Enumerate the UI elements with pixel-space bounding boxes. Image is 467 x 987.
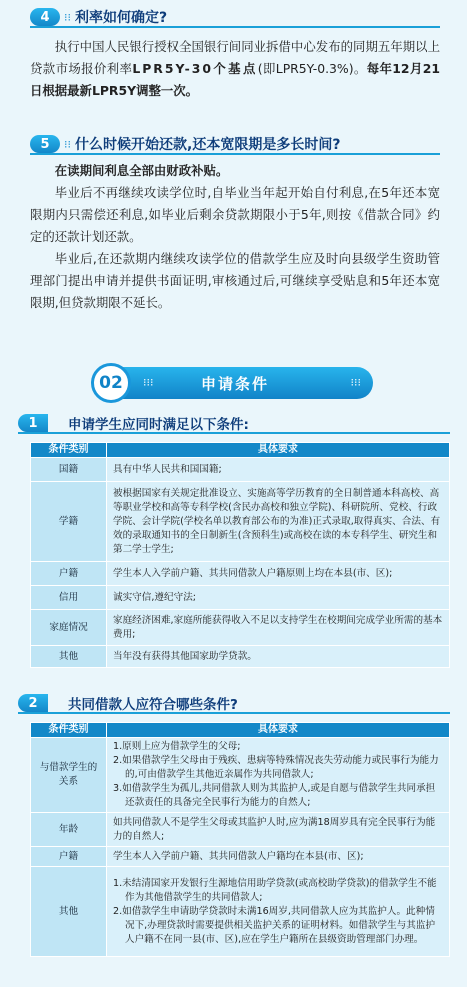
table-row xyxy=(31,813,450,847)
interest-rate-paragraph xyxy=(30,36,440,102)
section-number-badge: 4 xyxy=(30,8,60,26)
list-item: 2.如果借款学生父母由于残疾、患病等特殊情况丧失劳动能力或民事行为能力的,可由借款学生其他近亲属作为共同借款人; xyxy=(113,755,439,780)
list-item: 2.如借款学生申请助学贷款时未满16周岁,共同借款人应为其监护人。此种情况下,办理贷款时需要提供相关监护关系的证明材料。如借款学生与其监护人户籍不在同一县(市、区),应在学生户籍所在县级资助管理部门办理。 xyxy=(113,905,436,945)
repayment-text-1: 毕业后不再继续攻读学位时,自毕业当年起开始自付利息,在5年还本宽限期内只需偿还利息,如毕业后剩余贷款期限小于5年,则按《借款合同》约定的还款计划还款。 xyxy=(30,185,440,244)
list-item: 3.如借款学生为孤儿,共同借款人则为其监护人,或是自愿与借款学生共同承担还款责任的具备完全民事行为能力的自然人; xyxy=(113,783,436,808)
repayment-text-2: 毕业后,在还款期内继续攻读学位的借款学生应及时向县级学生资助管理部门提出申请并提供书面证明,审核通过后,可继续享受贴息和5年还本宽限期,但贷款期限不延长。 xyxy=(30,251,440,310)
condition-category: 户籍 xyxy=(31,562,107,586)
section-number-badge: 5 xyxy=(30,135,60,153)
part-number-badge: 1 xyxy=(18,414,48,432)
table-row xyxy=(31,610,450,646)
condition-category: 户籍 xyxy=(31,847,107,867)
condition-requirement xyxy=(107,867,450,957)
condition-requirement: 当年没有获得其他国家助学贷款。 xyxy=(107,646,450,668)
student-conditions-table xyxy=(30,442,450,668)
rate-text-b: (即LPR5Y-0.3%)。 xyxy=(257,61,367,76)
condition-category: 信用 xyxy=(31,586,107,610)
part-2-header xyxy=(18,694,450,714)
subsidy-note: 在读期间利息全部由财政补贴。 xyxy=(54,163,229,178)
dots-icon: ⁝⁝ xyxy=(64,137,71,151)
list-item: 1.原则上应为借款学生的父母; xyxy=(113,741,241,752)
section-title: 什么时候开始还款,还本宽限期是多长时间? xyxy=(75,137,341,153)
part-title: 共同借款人应符合哪些条件? xyxy=(68,697,238,713)
rate-text-a: 执行中国人民银行授权全国银行间同业拆借中心发布的同期五年期以上贷款市场报价利率 xyxy=(30,39,440,76)
rate-formula: LPR5Y-30个基点 xyxy=(132,61,258,76)
dots-icon: ⁝⁝⁝ xyxy=(143,376,154,389)
section-title: 利率如何确定? xyxy=(75,10,168,26)
table-header-row xyxy=(31,443,450,458)
condition-requirement: 学生本人入学前户籍、其共同借款人户籍原则上均在本县(市、区); xyxy=(107,562,450,586)
table-row xyxy=(31,847,450,867)
part-1-header xyxy=(18,414,450,434)
condition-requirement: 具有中华人民共和国国籍; xyxy=(107,458,450,482)
application-conditions-banner xyxy=(97,367,373,399)
repayment-paragraph xyxy=(30,160,440,314)
condition-category: 家庭情况 xyxy=(31,610,107,646)
condition-requirement: 如共同借款人不是学生父母或其监护人时,应为满18周岁具有完全民事行为能力的自然人; xyxy=(107,813,450,847)
table-row xyxy=(31,586,450,610)
table-row xyxy=(31,458,450,482)
condition-requirement: 家庭经济困难,家庭所能获得收入不足以支持学生在校期间完成学业所需的基本费用; xyxy=(107,610,450,646)
condition-requirement: 被根据国家有关规定批准设立、实施高等学历教育的全日制普通本科高校、高等职业学校和高等专科学校(含民办高校和独立学院)、科研院所、党校、行政学院、会计学院(学校名单以教育部公布的为准)正式录取,取得真实、合法、有效的录取通知书的全日制新生(含预科生)或高校在读的本专科学生、研究生和第二学士学生; xyxy=(107,482,450,562)
condition-category: 学籍 xyxy=(31,482,107,562)
condition-category: 其他 xyxy=(31,867,107,957)
condition-category: 与借款学生的关系 xyxy=(31,738,107,813)
table-row xyxy=(31,482,450,562)
condition-requirement: 诚实守信,遵纪守法; xyxy=(107,586,450,610)
condition-category: 其他 xyxy=(31,646,107,668)
list-item: 1.未结清国家开发银行生源地信用助学贷款(或高校助学贷款)的借款学生不能作为其他借款学生的共同借款人; xyxy=(113,877,437,903)
section-5-header xyxy=(30,135,440,155)
rate-adjust-note: 每年12月21日根据最新LPR5Y调整一次。 xyxy=(30,61,440,98)
condition-category: 国籍 xyxy=(31,458,107,482)
table-row xyxy=(31,738,450,813)
part-number-badge: 2 xyxy=(18,694,48,712)
column-header: 条件类别 xyxy=(31,723,107,738)
table-row xyxy=(31,867,450,957)
condition-category: 年龄 xyxy=(31,813,107,847)
column-header: 条件类别 xyxy=(31,443,107,458)
column-header: 具体要求 xyxy=(107,723,450,738)
condition-requirement xyxy=(107,738,450,813)
section-4-header xyxy=(30,8,440,28)
banner-title: 申请条件 xyxy=(200,374,269,393)
table-row xyxy=(31,646,450,668)
section-number-circle: 02 xyxy=(91,363,131,403)
part-title: 申请学生应同时满足以下条件: xyxy=(68,417,249,433)
table-header-row xyxy=(31,723,450,738)
co-borrower-conditions-table xyxy=(30,722,450,957)
table-row xyxy=(31,562,450,586)
dots-icon: ⁝⁝⁝ xyxy=(350,376,361,389)
dots-icon: ⁝⁝ xyxy=(64,10,71,24)
condition-requirement: 学生本人入学前户籍、其共同借款人户籍均在本县(市、区); xyxy=(107,847,450,867)
column-header: 具体要求 xyxy=(107,443,450,458)
